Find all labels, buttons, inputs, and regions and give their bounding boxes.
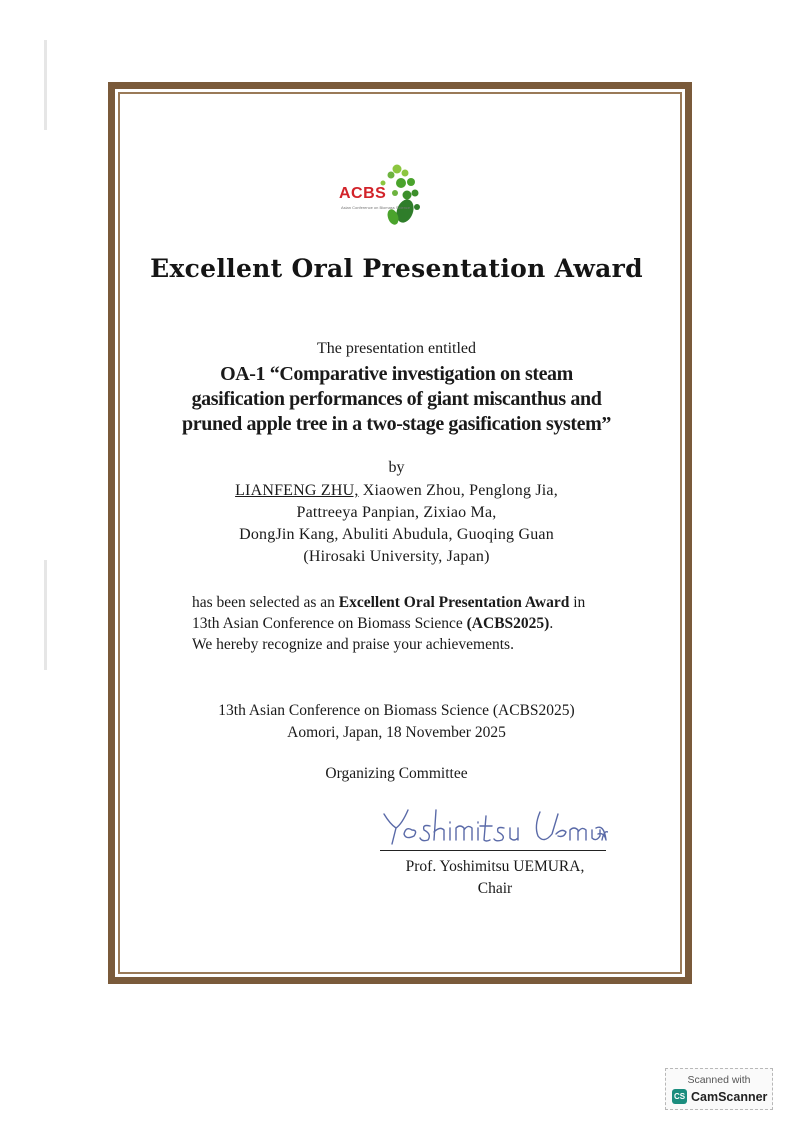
signature-line [380, 850, 606, 851]
signatory-name: Prof. Yoshimitsu UEMURA, [405, 858, 585, 875]
citation-line [192, 613, 632, 634]
conference-code: (ACBS2025) [466, 615, 550, 632]
author-names: Xiaowen Zhou, Penglong Jia, [358, 482, 558, 499]
award-title: Excellent Oral Presentation Award [150, 254, 643, 283]
organizing-committee: Organizing Committee [325, 765, 468, 782]
camscanner-name: CamScanner [691, 1089, 768, 1104]
citation-paragraph [192, 592, 632, 655]
citation-text: in [569, 594, 586, 611]
author-list [0, 480, 793, 568]
scanned-with-label: Scanned with [687, 1074, 751, 1086]
logo-text: ACBS [339, 185, 387, 202]
scan-edge-mark [44, 560, 47, 670]
camscanner-watermark [665, 1068, 773, 1110]
author-line [0, 480, 793, 502]
author-line: DongJin Kang, Abuliti Abudula, Guoqing Guan [239, 526, 554, 543]
acbs-logo [335, 163, 425, 231]
presentation-title-line: gasification performances of giant miscanthus and [191, 388, 602, 410]
scan-edge-mark [44, 40, 47, 130]
citation-text: 13th Asian Conference on Biomass Science [192, 615, 467, 632]
presenting-author: LIANFENG ZHU, [235, 482, 359, 499]
camscanner-logo-icon: CS [672, 1089, 687, 1104]
intro-text: The presentation entitled [316, 340, 477, 357]
citation-text: has been selected as an [192, 594, 339, 611]
presentation-title [0, 362, 793, 437]
signatory-role: Chair [477, 880, 513, 897]
logo-subtitle: Asian Conference on Biomass Science [341, 205, 411, 210]
author-affiliation: (Hirosaki University, Japan) [303, 548, 490, 565]
citation-text: . [549, 615, 554, 632]
camscanner-brand [672, 1089, 767, 1104]
award-name: Excellent Oral Presentation Award [338, 594, 570, 611]
conference-info [0, 700, 793, 744]
citation-line: We hereby recognize and praise your achievements. [192, 636, 514, 653]
conference-place-date: Aomori, Japan, 18 November 2025 [287, 724, 506, 741]
presentation-title-line: pruned apple tree in a two-stage gasification system” [182, 413, 611, 435]
handwritten-signature [378, 802, 608, 850]
presentation-title-line: OA-1 “Comparative investigation on steam [220, 363, 573, 385]
author-line: Pattreeya Panpian, Zixiao Ma, [296, 504, 497, 521]
signatory-block [390, 856, 600, 900]
conference-name: 13th Asian Conference on Biomass Science (ACBS2025) [218, 702, 575, 719]
citation-line [192, 592, 632, 613]
by-text: by [388, 459, 405, 476]
